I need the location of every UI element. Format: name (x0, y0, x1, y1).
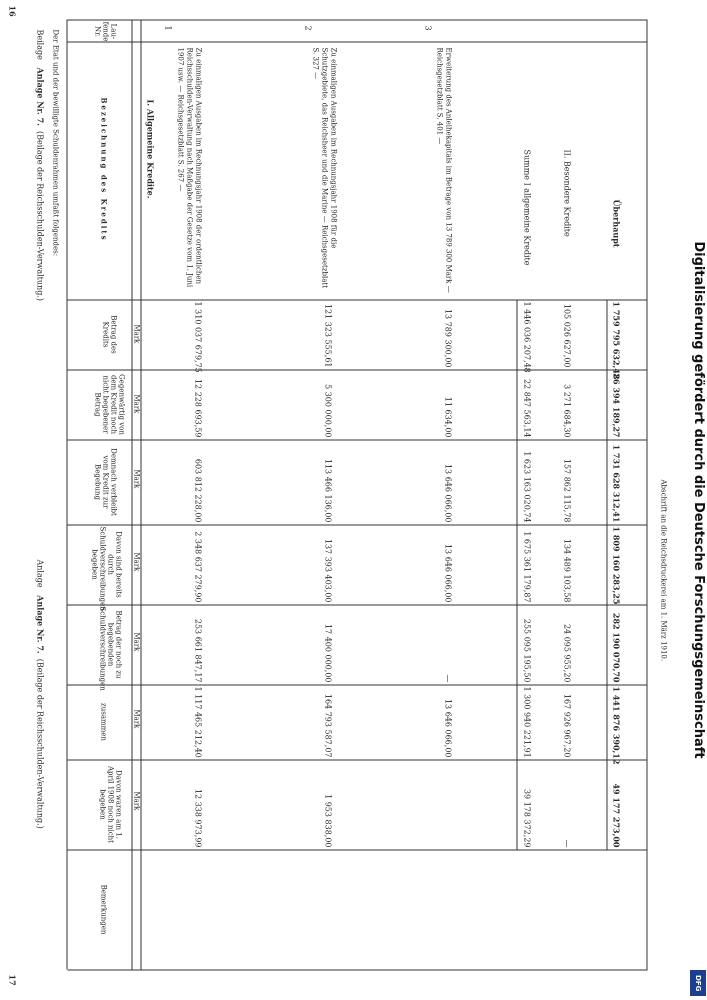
unit-c7: Mark (132, 632, 141, 652)
row-2-c8: 164 793 587,07 (323, 693, 333, 758)
col-header-remaining: Demnach verbleibt vom Kredit zur Begebung (93, 448, 118, 516)
sum-1-c9: 39 178 372,29 (522, 788, 532, 848)
row-2-text: Zu einmaligen Ausgaben im Rechnungsjahr 1908 für die Schutzgebiete, das Reichsheer und die Marine — Reichsgesetzblatt S. 327 — (311, 47, 338, 289)
col-header-issued: Davon sind bereits durch Schuldverschreibungen begeben (90, 526, 123, 611)
row-1-c8: 1 117 465 212,40 (193, 686, 203, 758)
row-1-text: Zu einmaligen Ausgaben im Rechnungsjahr 1908 der ordentlichen Reichsschulden-Verwaltung nach Maßgabe der Gesetze vom 1. Juni 1907 usw. — Reichsgesetzblatt S. 267 — (176, 47, 203, 288)
row-1-c6: 2 348 637 279,90 (193, 531, 203, 603)
row-1-amount: 1 310 037 679,75 (193, 301, 203, 373)
rule-v0 (68, 20, 648, 21)
page-number-right: 17 (7, 974, 18, 986)
sum-1-c5: 1 623 163 020,74 (522, 451, 532, 523)
header-right-label: Anlage (35, 559, 45, 588)
sum-1-amount: 1 446 036 207,48 (522, 301, 532, 373)
rule-v7 (68, 685, 648, 686)
total-label: Überhaupt (611, 199, 622, 248)
rule-v3 (68, 370, 648, 371)
row-3-amount: 13 789 300,00 (443, 308, 453, 368)
rule-sum-3 (607, 300, 608, 850)
rule-v8 (68, 760, 648, 761)
row-2-amount: 121 323 555,61 (323, 303, 333, 368)
col-header-remarks: Bemerkungen (99, 884, 108, 935)
header-right-title: (Beilage der Reichsschulden-Verwaltung.) (35, 658, 45, 829)
unit-c9: Mark (132, 791, 141, 811)
sum-1-c8: 1 300 940 221,91 (522, 686, 532, 758)
col-header-april: Davon waren am 1. April 1908 noch nicht begeben (98, 766, 123, 843)
rule-v10 (68, 970, 648, 971)
rule-v5 (68, 525, 648, 526)
row-2-c5: 113 466 136,00 (323, 458, 333, 523)
row-3-c8: 13 646 066,00 (443, 698, 453, 758)
row-2-c4: 5 300 000,00 (323, 384, 333, 438)
row-3-c7: — (443, 674, 453, 683)
total-c8: 1 441 876 390,12 (611, 686, 622, 765)
sum-2-label: II. Besondere Kredite (562, 149, 572, 237)
rule-v2 (68, 300, 648, 301)
rule-header-bottom (132, 20, 133, 970)
sum-2-amount: 105 026 627,00 (562, 303, 572, 368)
footnote: Abschrift an die Reichsdruckerei am 1. März 1910. (659, 479, 668, 662)
funding-banner (688, 0, 707, 1000)
row-3-text: Erweiterung des Anleihekapitals im Betrage von 13 789 300 Mark — Reichsgesetzblatt S. 401 — (435, 47, 453, 293)
rule-bottom (647, 20, 648, 970)
unit-c8: Mark (132, 709, 141, 729)
col-header-amount: Betrag des Kredits (101, 315, 118, 354)
rule-v9 (68, 850, 648, 851)
subtitle: Der Etat und der bewilligte Schuldenrahmen umfaßt folgendes: (51, 29, 60, 257)
rule-top (67, 20, 68, 970)
total-c6: 1 809 160 283,25 (611, 526, 622, 605)
header-left-annex: Anlage Nr. 7. (35, 67, 46, 126)
row-1-nr: 1 (163, 25, 173, 31)
sum-1-c6: 1 675 361 179,87 (522, 531, 532, 603)
sum-2-c6: 134 489 103,58 (562, 538, 572, 603)
sum-1-label: Summe I allgemeine Kredite (522, 149, 532, 266)
unit-c4: Mark (132, 394, 141, 414)
rule-v6 (68, 605, 648, 606)
sum-2-c4: 3 271 684,30 (562, 384, 572, 438)
total-c7: 282 190 070,70 (611, 612, 622, 683)
row-2-c9: 1 953 838,00 (323, 794, 333, 848)
row-1-c4: 12 228 693,59 (193, 378, 203, 438)
col-header-designation: Bezeichnung des Kredits (99, 97, 109, 242)
page-number-left: 16 (7, 5, 18, 17)
row-1-c7: 253 661 847,17 (193, 618, 203, 683)
header-left-label: Beilage (35, 29, 45, 60)
row-2-nr: 2 (303, 25, 313, 31)
row-1-c9: 12 338 973,99 (193, 788, 203, 848)
row-3-c5: 13 646 066,00 (443, 463, 453, 523)
section-title: I. Allgemeine Kredite. (145, 99, 156, 199)
header-right (35, 560, 46, 829)
sum-2-c9: — (562, 839, 572, 848)
total-c5: 1 731 628 312,41 (611, 444, 622, 523)
header-left (35, 30, 46, 302)
row-3-c4: 11 634,00 (443, 396, 453, 438)
sum-1-c7: 255 095 195,50 (522, 618, 532, 683)
col-header-to-issue: Betrag der noch zu begebenden Schuldverschreibungen (98, 606, 123, 691)
total-c4: 26 394 189,27 (611, 373, 622, 438)
sum-2-c7: 24 095 955,20 (562, 623, 572, 683)
sum-2-c5: 157 862 115,78 (562, 458, 572, 523)
header-right-annex: Anlage Nr. 7. (35, 595, 46, 654)
total-c9: 49 177 273,00 (611, 783, 622, 848)
rule-sum-1 (517, 300, 518, 850)
rule-v1 (68, 42, 648, 43)
rule-v4 (68, 440, 648, 441)
funding-banner-text: Digitalisierung gefördert durch die Deutsche Forschungsgemeinschaft (691, 241, 706, 759)
unit-c6: Mark (132, 552, 141, 572)
row-2-c7: 17 400 000,00 (323, 623, 333, 683)
rule-colnum (141, 20, 142, 970)
header-left-title: (Beilage der Reichsschulden-Verwaltung.) (35, 131, 45, 301)
col-header-not-issued: Gegenwärtig von dem Kredit noch nicht begebener Betrag (93, 374, 126, 435)
dfg-logo: DFG (690, 970, 706, 996)
unit-c5: Mark (132, 469, 141, 489)
row-3-nr: 3 (423, 25, 433, 31)
col-header-total: zusammen (99, 703, 108, 741)
rotated-table-sheet (1, 0, 707, 1000)
sum-2-c8: 167 926 967,20 (562, 693, 572, 758)
sum-1-c4: 22 847 563,14 (522, 378, 532, 438)
total-amount: 1 759 795 632,48 (611, 301, 622, 380)
row-3-c6: 13 646 066,00 (443, 543, 453, 603)
col-header-nr: Lau- fende Nr. (93, 21, 118, 42)
row-1-c5: 603 812 228,00 (193, 458, 203, 523)
unit-c3: Mark (132, 324, 141, 344)
row-2-c6: 137 393 403,00 (323, 538, 333, 603)
